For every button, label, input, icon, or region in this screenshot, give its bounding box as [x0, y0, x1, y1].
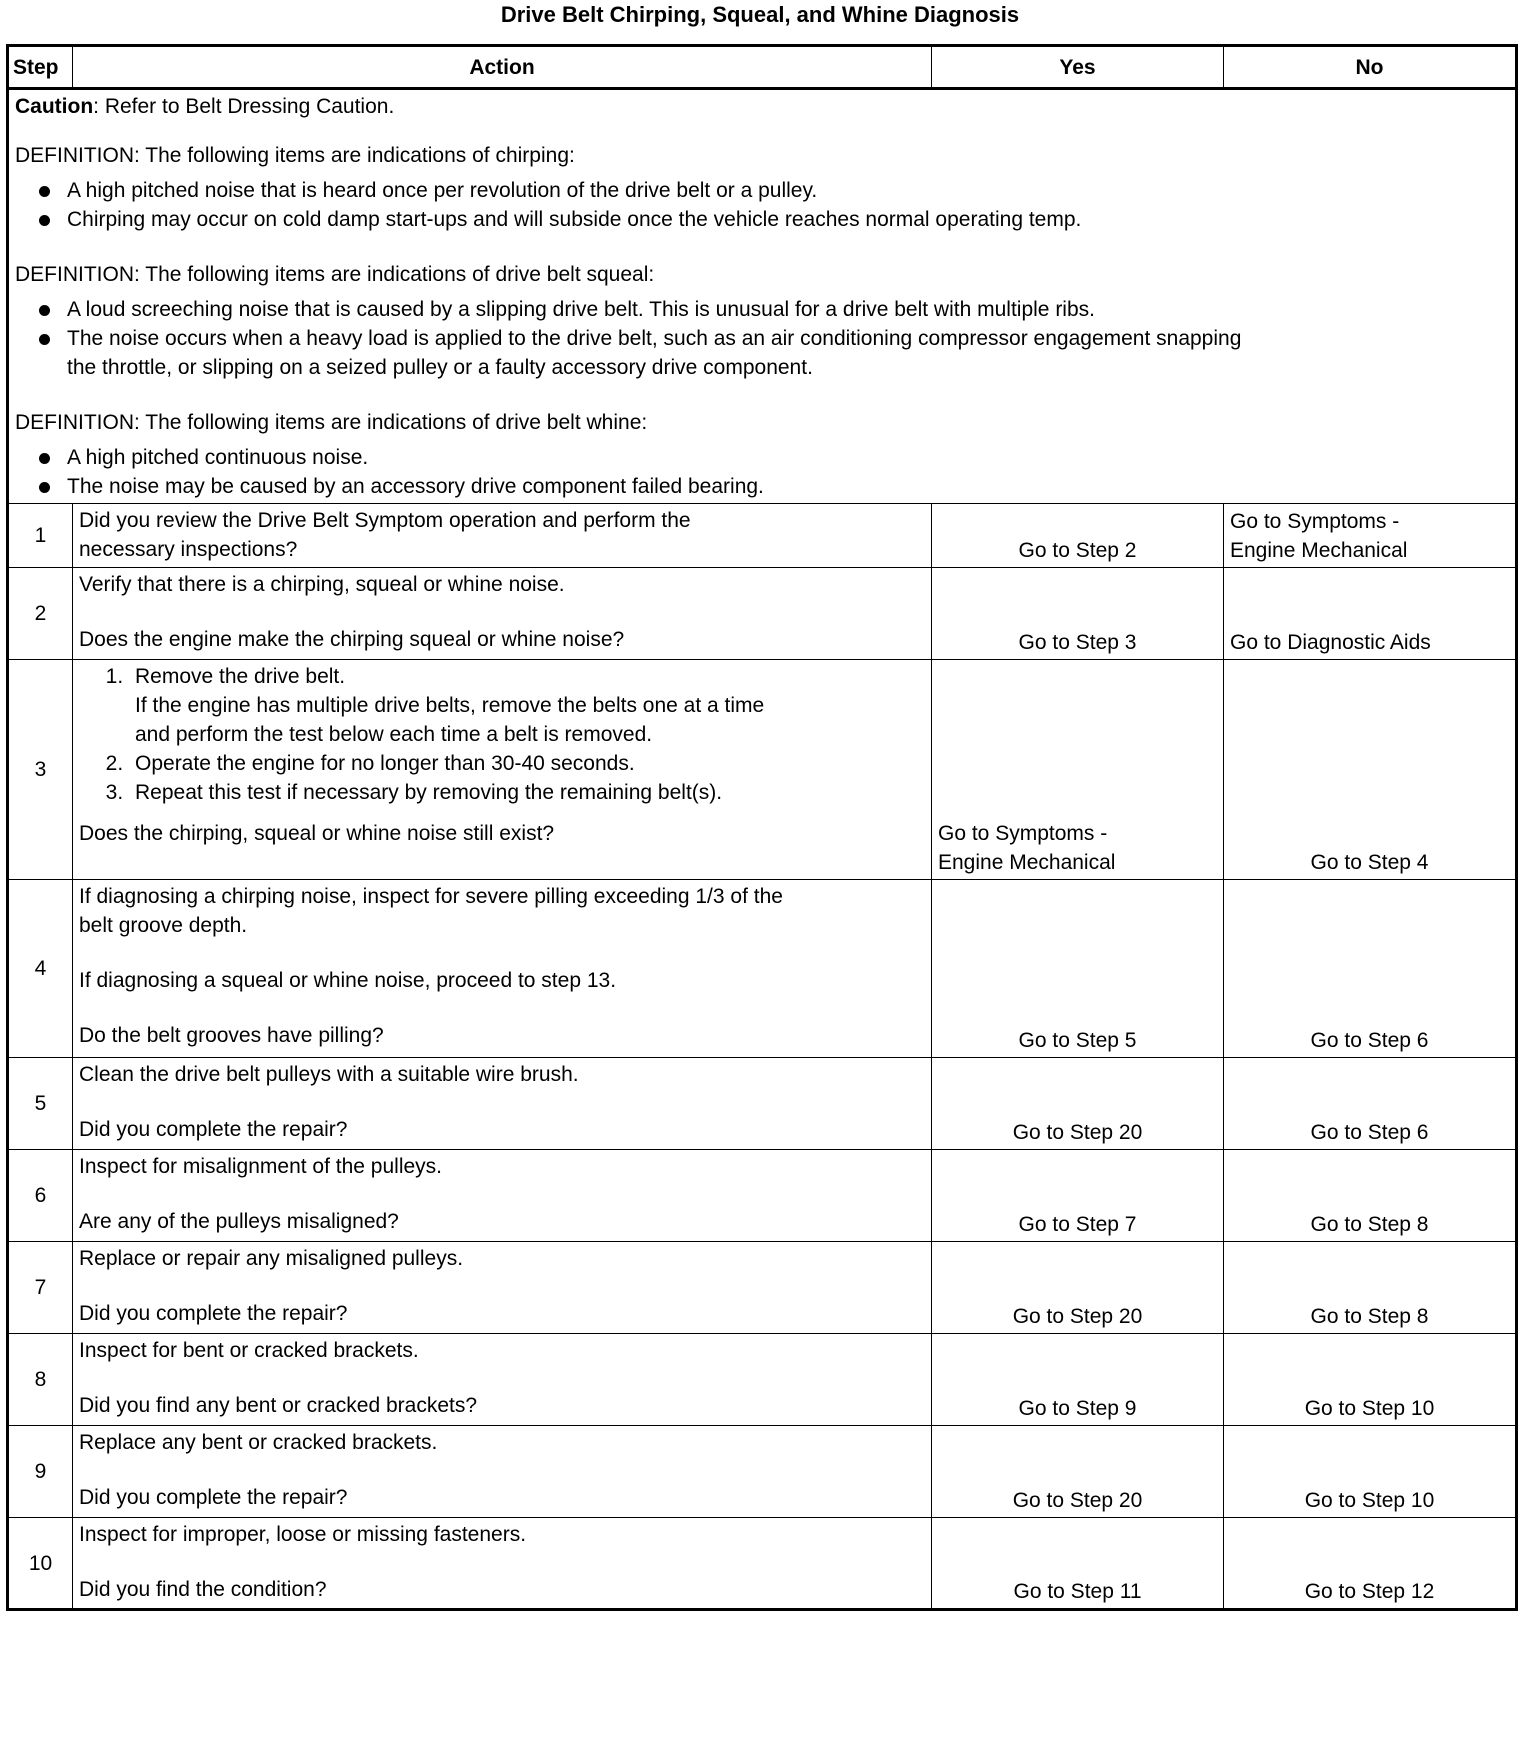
diagnosis-table: [6, 44, 1518, 1611]
step-number: 3: [8, 660, 73, 880]
yes-result: Go to Step 11: [932, 1518, 1224, 1610]
table-row: [8, 660, 1517, 880]
bullet-item: A high pitched continuous noise.: [23, 443, 1509, 472]
procedure-item: 3. Repeat this test if necessary by removing the remaining belt(s).: [129, 778, 925, 807]
header-yes: Yes: [932, 46, 1224, 89]
no-result: Go to Step 6: [1224, 880, 1517, 1058]
bullet-list: [15, 443, 1509, 501]
table-row: [8, 504, 1517, 568]
no-result: Go to Step 10: [1224, 1334, 1517, 1426]
table-row: [8, 1426, 1517, 1518]
action-text: Did you find any bent or cracked brackets?: [79, 1394, 478, 1417]
bullet-list: [15, 176, 1509, 234]
yes-result: Go to Symptoms - Engine Mechanical: [932, 660, 1224, 880]
table-row: [8, 1334, 1517, 1426]
action-text: Do the belt grooves have pilling?: [79, 1024, 384, 1047]
action-text: If diagnosing a chirping noise, inspect for severe pilling exceeding 1/3 of the belt groove depth.: [79, 885, 783, 937]
action-text: Did you find the condition?: [79, 1578, 327, 1601]
action-cell: [73, 1058, 932, 1150]
header-step: Step: [8, 46, 73, 89]
bullet-item: A high pitched noise that is heard once per revolution of the drive belt or a pulley.: [23, 176, 1509, 205]
step-number: 1: [8, 504, 73, 568]
yes-result: Go to Step 20: [932, 1058, 1224, 1150]
header-no: No: [1224, 46, 1517, 89]
intro-row: [8, 89, 1517, 504]
header-row: [8, 46, 1517, 89]
yes-result: Go to Step 3: [932, 568, 1224, 660]
bullet-item: A loud screeching noise that is caused by a slipping drive belt. This is unusual for a drive belt with multiple ribs.: [23, 295, 1509, 324]
action-cell: [73, 1518, 932, 1610]
definition-text: DEFINITION: The following items are indications of chirping:: [15, 144, 575, 167]
header-action: Action: [73, 46, 932, 89]
step-number: 5: [8, 1058, 73, 1150]
bullet-item: Chirping may occur on cold damp start-ups and will subside once the vehicle reaches normal operating temp.: [23, 205, 1509, 234]
yes-result: Go to Step 9: [932, 1334, 1224, 1426]
page-title: Drive Belt Chirping, Squeal, and Whine Diagnosis: [500, 2, 1020, 27]
action-text: Does the chirping, squeal or whine noise still exist?: [79, 822, 555, 845]
table-row: [8, 1150, 1517, 1242]
action-cell: [73, 1426, 932, 1518]
action-text: Inspect for improper, loose or missing fasteners.: [79, 1523, 527, 1546]
no-result: Go to Step 8: [1224, 1150, 1517, 1242]
action-cell: [73, 504, 932, 568]
action-text: Verify that there is a chirping, squeal or whine noise.: [79, 573, 565, 596]
no-result: Go to Step 12: [1224, 1518, 1517, 1610]
procedure-list: [79, 662, 925, 807]
action-text: Replace or repair any misaligned pulleys.: [79, 1247, 464, 1270]
action-cell: [73, 1242, 932, 1334]
step-number: 7: [8, 1242, 73, 1334]
action-cell: [73, 880, 932, 1058]
action-text: Clean the drive belt pulleys with a suitable wire brush.: [79, 1063, 579, 1086]
no-result: Go to Step 8: [1224, 1242, 1517, 1334]
yes-result: Go to Step 7: [932, 1150, 1224, 1242]
caution-label: Caution: [15, 95, 94, 118]
no-result: Go to Step 4: [1224, 660, 1517, 880]
definition-text: DEFINITION: The following items are indications of drive belt squeal:: [15, 263, 655, 286]
procedure-item: 1. Remove the drive belt. If the engine has multiple drive belts, remove the belts one at a time and perform the test below each time a belt is removed.: [129, 662, 925, 749]
action-cell: [73, 1334, 932, 1426]
table-row: [8, 568, 1517, 660]
action-text: Did you review the Drive Belt Symptom operation and perform the necessary inspections?: [79, 509, 691, 561]
yes-result: Go to Step 20: [932, 1426, 1224, 1518]
bullet-item: The noise occurs when a heavy load is applied to the drive belt, such as an air conditioning compressor engagement snapping the throttle, or slipping on a seized pulley or a faulty accessory drive component.: [23, 324, 1509, 382]
step-number: 8: [8, 1334, 73, 1426]
table-row: [8, 1242, 1517, 1334]
action-text: If diagnosing a squeal or whine noise, proceed to step 13.: [79, 969, 617, 992]
yes-result: Go to Step 5: [932, 880, 1224, 1058]
action-text: Did you complete the repair?: [79, 1486, 348, 1509]
step-number: 2: [8, 568, 73, 660]
no-result: Go to Diagnostic Aids: [1224, 568, 1517, 660]
yes-result: Go to Step 20: [932, 1242, 1224, 1334]
caution-text: : Refer to Belt Dressing Caution.: [93, 95, 395, 118]
action-text: Did you complete the repair?: [79, 1302, 348, 1325]
action-text: Inspect for bent or cracked brackets.: [79, 1339, 419, 1362]
action-text: Did you complete the repair?: [79, 1118, 348, 1141]
no-result: Go to Symptoms - Engine Mechanical: [1224, 504, 1517, 568]
step-number: 6: [8, 1150, 73, 1242]
bullet-item: The noise may be caused by an accessory drive component failed bearing.: [23, 472, 1509, 501]
action-text: Inspect for misalignment of the pulleys.: [79, 1155, 443, 1178]
step-number: 10: [8, 1518, 73, 1610]
table-row: [8, 1518, 1517, 1610]
no-result: Go to Step 6: [1224, 1058, 1517, 1150]
action-cell: [73, 1150, 932, 1242]
action-cell: [73, 660, 932, 880]
action-cell: [73, 568, 932, 660]
bullet-list: [15, 295, 1509, 382]
no-result: Go to Step 10: [1224, 1426, 1517, 1518]
intro-cell: [8, 89, 1517, 504]
step-number: 4: [8, 880, 73, 1058]
procedure-item: 2. Operate the engine for no longer than 30-40 seconds.: [129, 749, 925, 778]
yes-result: Go to Step 2: [932, 504, 1224, 568]
table-row: [8, 880, 1517, 1058]
action-text: Are any of the pulleys misaligned?: [79, 1210, 399, 1233]
action-text: Replace any bent or cracked brackets.: [79, 1431, 438, 1454]
table-row: [8, 1058, 1517, 1150]
definition-text: DEFINITION: The following items are indications of drive belt whine:: [15, 411, 648, 434]
action-text: Does the engine make the chirping squeal or whine noise?: [79, 628, 625, 651]
step-number: 9: [8, 1426, 73, 1518]
